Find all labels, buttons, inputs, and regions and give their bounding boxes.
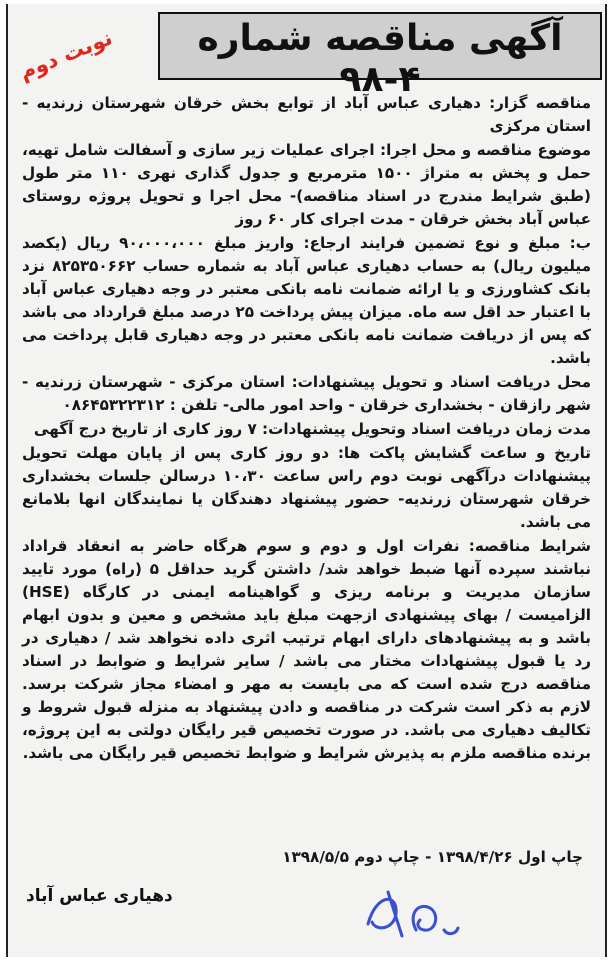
conditions-paragraph: شرایط مناقصه: نفرات اول و دوم و سوم هرگاه حاضر به انعقاد قراداد نباشند سپرده آنها ضبط خواهد شد/ داشتن گرید حداقل ۵ (راه) مورد تایید سازمان مدیریت و برنامه ریزی و گواهینامه ایمنی در کارگاه (HSE) الزامیست / بهای پیشنهادی ازجهت مبلغ باید مشخص و معین و بدون ابهام باشد و به پیشنهادهای دارای ابهام ترتیب اثری داده نخواهد شد / دهیاری در رد یا قبول پیشنهادات مختار می باشد / سایر شرایط و ضوابط در اسناد مناقصه درج شده است که می بایست به مهر و امضاء مجاز شرکت برسد. لازم به ذکر است شرکت در مناقصه و دادن پیشنهاد به منزله قبول شروط و تکالیف دهیاری می باشد. در صورت تخصیص قیر رایگان دولتی به این پروژه، برنده مناقصه ملزم به پذیرش شرایط و ضوابط تخصیص قیر رایگان می باشد.: [22, 537, 592, 762]
delivery-place-paragraph: محل دریافت اسناد و تحویل پیشنهادات: استان مرکزی - شهرستان زرندیه - شهر رازقان - بخشداری خرقان - واحد امور مالی- تلفن : ۰۸۶۴۵۳۲۲۳۱۲: [22, 373, 591, 414]
second-round-stamp: نوبت دوم: [16, 25, 116, 85]
announcement-body: [22, 92, 591, 766]
print-dates: چاپ اول ۱۳۹۸/۴/۲۶ - چاپ دوم ۱۳۹۸/۵/۵: [282, 848, 583, 866]
handwritten-number: [358, 884, 468, 944]
organizer-paragraph: مناقصه گزار: دهیاری عباس آباد از توابع بخش خرقان شهرستان زرندیه - استان مرکزی: [22, 94, 591, 135]
newspaper-clipping: [6, 4, 607, 957]
guarantee-paragraph: ب: مبلغ و نوع تضمین فرایند ارجاع: واریز مبلغ ۹۰،۰۰۰،۰۰۰ ریال (یکصد میلیون ریال) به حساب دهیاری عباس آباد به شماره حساب ۸۲۵۳۵۰۶۶۲ نزد بانک کشاورزی و یا ارائه ضمانت نامه بانکی معتبر در وجه دهیاری عباس آباد با اعتبار حد اقل سه ماه. میزان پیش پرداخت ۲۵ درصد مبلغ قرارداد می باشد که پس از دریافت ضمانت نامه بانکی معتبر در وجه دهیاری قابل پرداخت می باشد.: [22, 234, 591, 367]
title-box: [158, 12, 602, 100]
page-title: آگهی مناقصه شماره ۴-۹۸: [197, 18, 563, 100]
signature: دهیاری عباس آباد: [26, 886, 173, 906]
opening-paragraph: تاریخ و ساعت گشایش پاکت ها: دو روز کاری پس از پایان مهلت تحویل پیشنهادات درآگهی نوبت دوم راس ساعت ۱۰،۳۰ درسالن جلسات بخشداری خرقان شهرستان زرندیه- حضور پیشنهاد دهندگان یا نمایندگان انها بلامانع می باشد.: [22, 444, 592, 531]
deadline-paragraph: مدت زمان دریافت اسناد وتحویل پیشنهادات: ۷ روز کاری از تاریخ درج آگهی: [33, 420, 591, 438]
subject-paragraph: موضوع مناقصه و محل اجرا: اجرای عملیات زیر سازی و آسفالت شامل تهیه، حمل و پخش به متراژ ۱۵۰۰ مترمربع و جدول گذاری نهری ۱۱۰ متر طول (طبق شرایط مندرج در اسناد مناقصه)- محل اجرا و تحویل پروژه روستای عباس آباد بخش خرقان - مدت اجرای کار ۶۰ روز: [22, 141, 592, 228]
